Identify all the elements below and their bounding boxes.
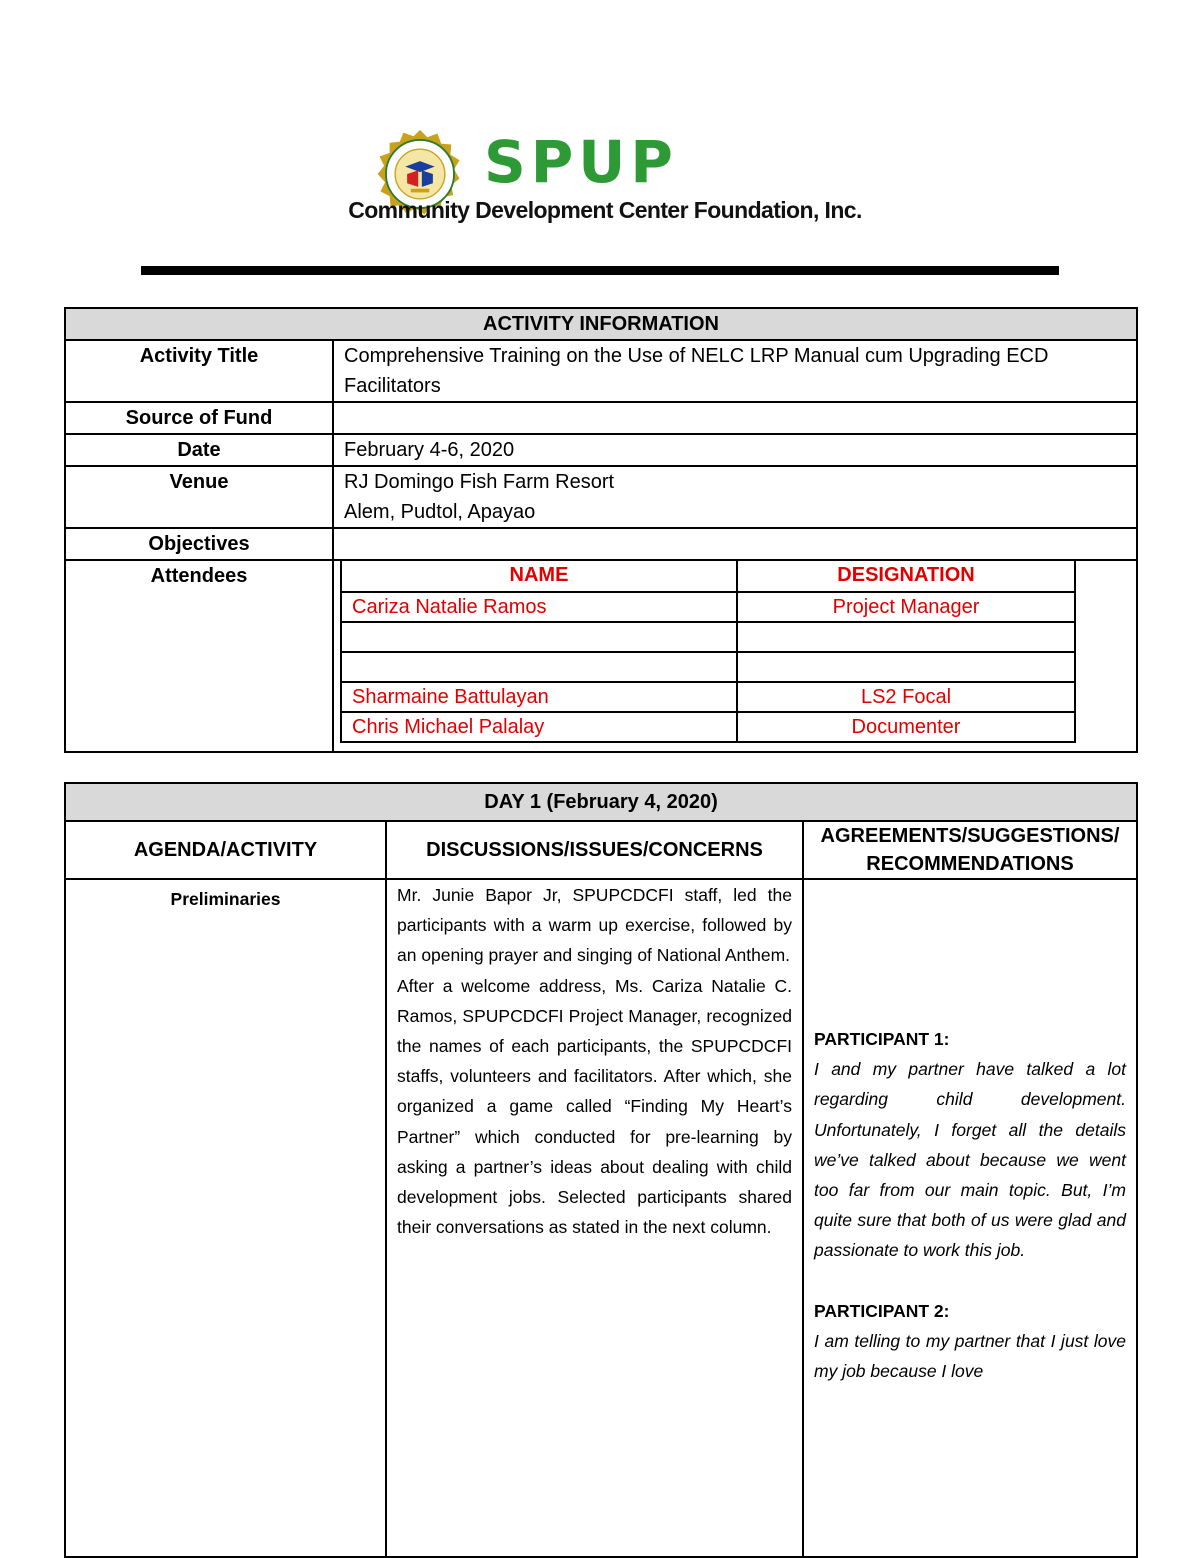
header-divider [141,266,1059,275]
attendee-name [341,622,737,652]
brand-wordmark: SPUP [484,128,678,196]
attendee-row [341,592,1075,622]
attendee-designation: Documenter [737,712,1075,742]
attendee-name [341,652,737,682]
discussion-cell [386,879,803,1557]
row-label: Date [65,434,333,466]
attendee-row [341,622,1075,652]
attendees-table [340,559,1076,743]
attendee-name: Chris Michael Palalay [341,712,737,742]
table-row [65,560,1137,752]
discussion-paragraph: After a welcome address, Ms. Cariza Natalie C. Ramos, SPUPCDCFI Project Manager, recognized the names of each participants, the SPUPCDCFI staffs, volunteers and facilitators. After which, she organized a game called “Finding My Heart’s Partner” which conducted for pre-learning by asking a partner’s ideas about dealing with child development jobs. Selected participants shared their conversations as stated in the next column. [397,975,792,1238]
attendee-designation: Project Manager [737,592,1075,622]
activity-information-table [64,307,1138,753]
day1-heading: DAY 1 (February 4, 2020) [65,783,1137,821]
table-row [65,466,1137,528]
row-label: Attendees [65,560,333,752]
agreements-header-line: RECOMMENDATIONS [866,853,1074,875]
agreements-cell [803,879,1137,1557]
participant-statement: I am telling to my partner that I just love my job because I love [814,1330,1126,1382]
column-header-row [65,821,1137,879]
attendee-name: Sharmaine Battulayan [341,682,737,712]
agreements-column-header [803,821,1137,879]
venue-value [333,466,1137,528]
attendee-designation: LS2 Focal [737,682,1075,712]
organization-name: Community Development Center Foundation, Inc. [348,197,862,223]
row-label: Venue [65,466,333,528]
table-row [65,434,1137,466]
row-label: Objectives [65,528,333,560]
venue-line: Alem, Pudtol, Apayao [344,501,536,523]
date-value: February 4-6, 2020 [333,434,1137,466]
participant-label: PARTICIPANT 1: [814,1029,950,1049]
table-row [65,340,1137,402]
attendee-designation [737,622,1075,652]
letterhead [0,120,1200,230]
activity-title-value: Comprehensive Training on the Use of NELC LRP Manual cum Upgrading ECD Facilitators [333,340,1137,402]
discussion-paragraph: Mr. Junie Bapor Jr, SPUPCDCFI staff, led the participants with a warm up exercise, followed by an opening prayer and singing of National Anthem. [397,885,792,966]
attendee-name: Cariza Natalie Ramos [341,592,737,622]
discussions-column-header: DISCUSSIONS/ISSUES/CONCERNS [386,821,803,879]
row-label: Source of Fund [65,402,333,434]
attendees-cell [333,560,1137,752]
objectives-value [333,528,1137,560]
attendee-row [341,682,1075,712]
venue-line: RJ Domingo Fish Farm Resort [344,471,615,493]
designation-column-header: DESIGNATION [737,560,1075,592]
participant-statement: I and my partner have talked a lot regarding child development. Unfortunately, I forget all the details we’ve talked about because we went too far from our main topic. But, I’m quite sure that both of us were glad and passionate to work this job. [814,1059,1126,1261]
agenda-column-header: AGENDA/ACTIVITY [65,821,386,879]
attendee-row [341,712,1075,742]
source-of-fund-value [333,402,1137,434]
agenda-item: Preliminaries [65,879,386,1557]
table-row [65,879,1137,1557]
table-row [65,402,1137,434]
name-column-header: NAME [341,560,737,592]
attendee-row [341,652,1075,682]
day1-table [64,782,1138,1558]
table-row [65,528,1137,560]
agreements-header-line: AGREEMENTS/SUGGESTIONS/ [820,825,1120,847]
attendees-header-row [341,560,1075,592]
activity-information-heading: ACTIVITY INFORMATION [65,308,1137,340]
participant-label: PARTICIPANT 2: [814,1300,950,1321]
row-label: Activity Title [65,340,333,402]
attendee-designation [737,652,1075,682]
